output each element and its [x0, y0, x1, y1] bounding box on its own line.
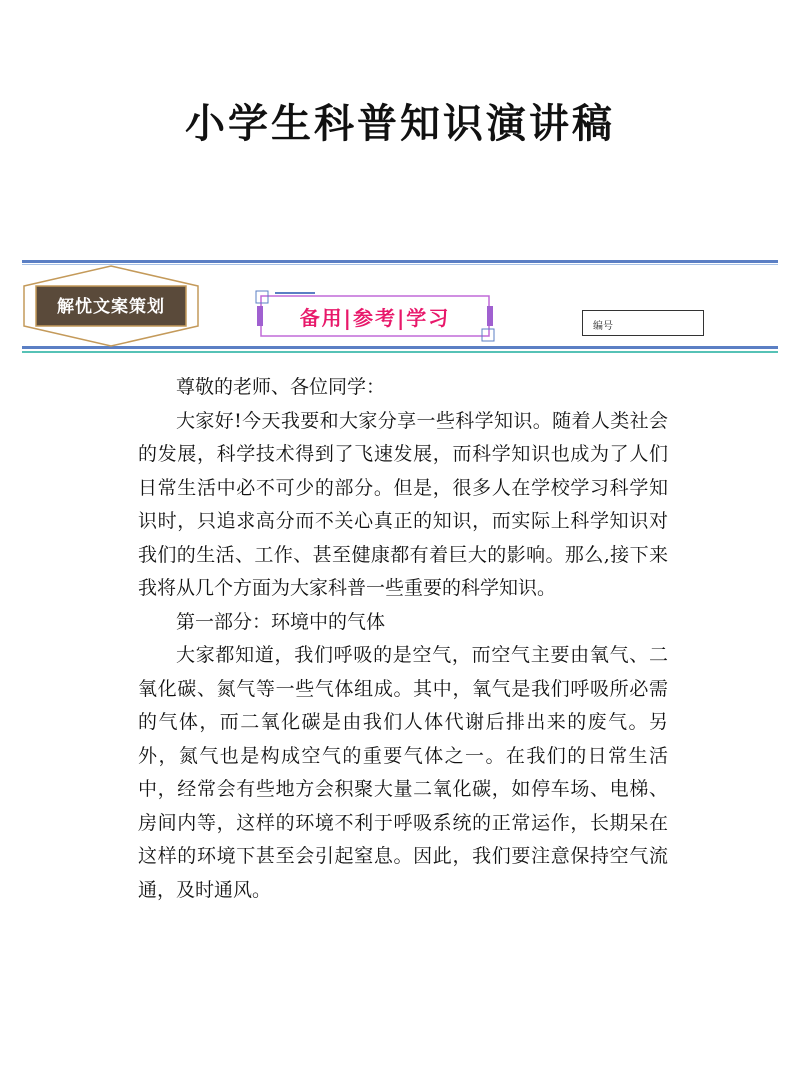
center-text: 备用|参考|学习 [299, 306, 451, 330]
body-paragraph: 大家好!今天我要和大家分享一些科学知识。随着人类社会的发展，科学技术得到了飞速发展，而科学知识也成为了人们日常生活中必不可少的部分。但是，很多人在学校学习科学知识时，只追求高分而不关心真正的知识，而实际上科学知识对我们的生活、工作、甚至健康都有着巨大的影响。那么,接下来我将从几个方面为大家科普一些重要的科学知识。 [138, 409, 668, 599]
section-heading: 第一部分：环境中的气体 [176, 610, 386, 633]
banner-bottom-teal-line [22, 351, 778, 353]
banner-center-box [255, 290, 495, 342]
badge-text: 解忧文案策划 [57, 297, 165, 317]
document-title: 小学生科普知识演讲稿 [185, 101, 615, 147]
banner-badge [22, 264, 200, 348]
banner-top-line [22, 260, 778, 263]
number-label: 编号 [593, 321, 613, 332]
document-body [138, 371, 668, 907]
number-field [582, 310, 704, 336]
body-paragraph: 大家都知道，我们呼吸的是空气，而空气主要由氧气、二氧化碳、氮气等一些气体组成。其中，氧气是我们呼吸所必需的气体，而二氧化碳是由我们人体代谢后排出来的废气。另外，氮气也是构成空气的重要气体之一。在我们的日常生活中，经常会有些地方会积聚大量二氧化碳，如停车场、电梯、房间内等，这样的环境不利于呼吸系统的正常运作，长期呆在这样的环境下甚至会引起窒息。因此，我们要注意保持空气流通，及时通风。 [138, 644, 668, 901]
body-paragraph: 尊敬的老师、各位同学： [176, 376, 386, 398]
